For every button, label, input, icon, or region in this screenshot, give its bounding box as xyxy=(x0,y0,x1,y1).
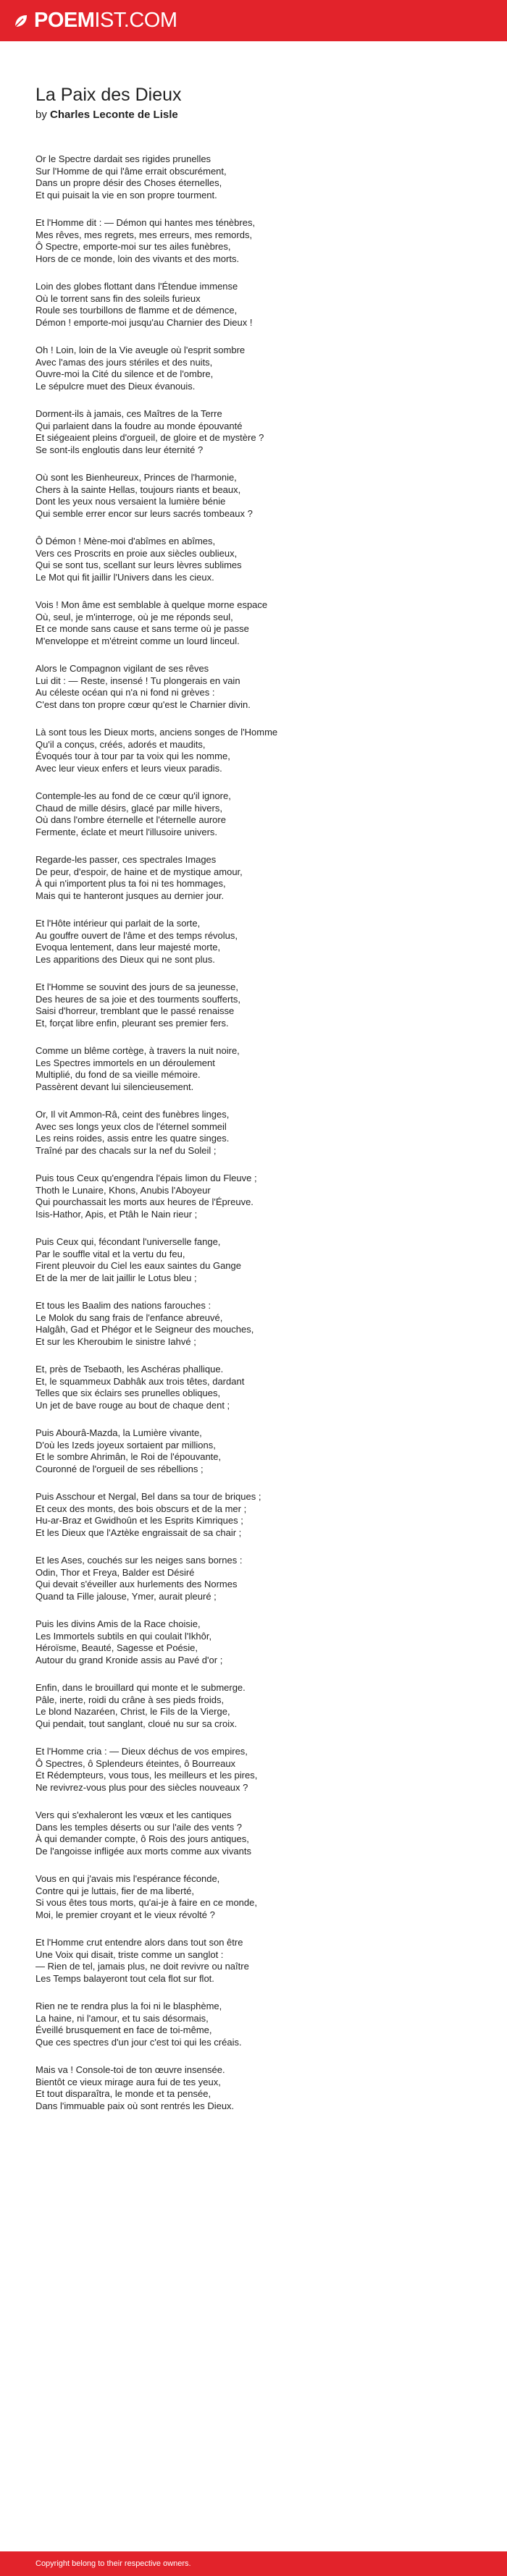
poem-line: Et l'Homme se souvint des jours de sa jeunesse, xyxy=(35,981,238,992)
poem-line: Mes rêves, mes regrets, mes erreurs, mes remords, xyxy=(35,229,253,240)
poem-line: Un jet de bave rouge au bout de chaque dent ; xyxy=(35,1399,230,1411)
poem-stanza xyxy=(35,2001,485,2048)
poem-line: Telles que six éclairs ses prunelles obliques, xyxy=(35,1388,221,1398)
poem-line: Couronné de l'orgueil de ses rébellions ; xyxy=(35,1463,204,1474)
poem-line: Où sont les Bienheureux, Princes de l'harmonie, xyxy=(35,472,237,483)
poem-line: Et tout disparaîtra, le monde et ta pensée, xyxy=(35,2088,211,2099)
poem-line: Autour du grand Kronide assis au Pavé d'or ; xyxy=(35,1654,223,1665)
poem-line: Et, forçat libre enfin, pleurant ses premier fers. xyxy=(35,1017,229,1029)
poem-stanza xyxy=(35,1236,485,1284)
poem-line: Au céleste océan qui n'a ni fond ni grèves : xyxy=(35,687,215,698)
poem-line: Et Rédempteurs, vous tous, les meilleurs et les pires, xyxy=(35,1770,258,1781)
poem-stanza xyxy=(35,1809,485,1857)
poem-line: Et, près de Tsebaoth, les Aschéras phallique. xyxy=(35,1364,224,1374)
poem-line: Mais va ! Console-toi de ton œuvre insensée. xyxy=(35,2064,225,2075)
poem-line: À qui demander compte, ô Rois des jours antiques, xyxy=(35,1833,249,1844)
poem-stanza xyxy=(35,1682,485,1730)
poem-line: Ô Spectre, emporte-moi sur tes ailes funèbres, xyxy=(35,241,231,252)
poem-line: Dans un propre désir des Choses éternelles, xyxy=(35,177,222,188)
poem-byline xyxy=(35,107,485,123)
poem-line: Et l'Homme dit : — Démon qui hantes mes ténèbres, xyxy=(35,217,256,228)
poem-line: M'enveloppe et m'étreint comme un lourd linceul. xyxy=(35,635,240,646)
poem-line: Qu'il a conçus, créés, adorés et maudits, xyxy=(35,738,206,750)
poem-stanza xyxy=(35,345,485,392)
poem-line: Vous en qui j'avais mis l'espérance féconde, xyxy=(35,1873,220,1884)
logo-leaf-icon[interactable] xyxy=(13,13,29,29)
poem-line: Les Immortels subtils en qui coulait l'Ikhôr, xyxy=(35,1630,212,1642)
poem-line: Et l'Homme crut entendre alors dans tout son être xyxy=(35,1937,243,1948)
poem-stanza xyxy=(35,981,485,1029)
poem-line: Et siégeaient pleins d'orgueil, de gloire et de mystère ? xyxy=(35,432,264,443)
poem-line: Et les Ases, couchés sur les neiges sans bornes : xyxy=(35,1555,243,1566)
poem-line: Comme un blême cortège, à travers la nuit noire, xyxy=(35,1045,240,1056)
poem-line: Le sépulcre muet des Dieux évanouis. xyxy=(35,380,196,392)
poem-line: Puis Abourâ-Mazda, la Lumière vivante, xyxy=(35,1427,202,1438)
poem-line: Et, le squammeux Dabhâk aux trois têtes, dardant xyxy=(35,1375,245,1387)
poem-line: Vois ! Mon âme est semblable à quelque morne espace xyxy=(35,599,268,610)
poem-line: Et l'Homme cria : — Dieux déchus de vos empires, xyxy=(35,1746,248,1757)
poem-line: Contre qui je luttais, fier de ma liberté, xyxy=(35,1885,194,1896)
poem-line: Or le Spectre dardait ses rigides prunelles xyxy=(35,153,211,164)
poem-line: Par le souffle vital et la vertu du feu, xyxy=(35,1248,185,1259)
byline-prefix: by xyxy=(35,109,47,121)
poem-line: Et ceux des monts, des bois obscurs et de la mer ; xyxy=(35,1503,247,1514)
poem-line: Au gouffre ouvert de l'âme et des temps révolus, xyxy=(35,929,238,941)
poem-stanza xyxy=(35,1937,485,1985)
poem-line: Evoqua lentement, dans leur majesté morte, xyxy=(35,942,221,953)
poem-line: Lui dit : — Reste, insensé ! Tu plongerais en vain xyxy=(35,675,240,686)
poem-line: Hors de ce monde, loin des vivants et des morts. xyxy=(35,253,240,264)
poem-line: Ô Spectres, ô Splendeurs éteintes, ô Bourreaux xyxy=(35,1757,236,1769)
copyright-text: Copyright belong to their respective owners. xyxy=(35,2559,191,2568)
poem-stanza xyxy=(35,854,485,902)
poem-line: Puis Asschour et Nergal, Bel dans sa tour de briques ; xyxy=(35,1491,261,1502)
poem-stanza xyxy=(35,727,485,774)
poem-line: Pâle, inerte, roidi du crâne à ses pieds froids, xyxy=(35,1694,225,1705)
poem-line: Là sont tous les Dieux morts, anciens songes de l'Homme xyxy=(35,727,278,738)
poem-line: Moi, le premier croyant et le vieux révolté ? xyxy=(35,1909,215,1920)
site-header xyxy=(0,0,507,41)
poem-line: Dans l'immuable paix où sont rentrés les Dieux. xyxy=(35,2100,235,2111)
poem-line: Qui semble errer encor sur leurs sacrés tombeaux ? xyxy=(35,507,253,519)
poem-line: Et le sombre Ahrimân, le Roi de l'épouvante, xyxy=(35,1451,222,1462)
poem-line: Sur l'Homme de qui l'âme errait obscurément, xyxy=(35,165,227,177)
poem-stanza xyxy=(35,1618,485,1666)
poem-line: Qui se sont tus, scellant sur leurs lèvres sublimes xyxy=(35,559,242,570)
poem-line: Oh ! Loin, loin de la Vie aveugle où l'esprit sombre xyxy=(35,345,246,355)
poem-stanza xyxy=(35,1045,485,1093)
poem-stanza xyxy=(35,281,485,329)
poem-line: Enfin, dans le brouillard qui monte et le submerge. xyxy=(35,1682,246,1693)
poem-line: De peur, d'espoir, de haine et de mystique amour, xyxy=(35,866,243,877)
poem-line: Quand ta Fille jalouse, Ymer, aurait pleuré ; xyxy=(35,1590,217,1602)
poem-stanza xyxy=(35,408,485,456)
poem-line: D'où les Izeds joyeux sortaient par millions, xyxy=(35,1439,216,1450)
poem-line: Or, Il vit Ammon-Râ, ceint des funèbres linges, xyxy=(35,1109,230,1120)
poem-line: Odin, Thor et Freya, Balder est Désiré xyxy=(35,1566,195,1578)
poem-stanza xyxy=(35,1746,485,1794)
poem-line: Rien ne te rendra plus la foi ni le blasphème, xyxy=(35,2001,222,2011)
poem-line: Mais qui te hanteront jusques au dernier jour. xyxy=(35,890,225,901)
poem-line: Qui devait s'éveiller aux hurlements des Normes xyxy=(35,1579,238,1589)
poem-line: Que ces spectres d'un jour c'est toi qui les créais. xyxy=(35,2036,242,2048)
poem-line: Vers qui s'exhaleront les vœux et les cantiques xyxy=(35,1809,232,1820)
poem-line: Fermente, éclate et meurt l'illusoire univers. xyxy=(35,826,218,837)
poem-stanza xyxy=(35,1364,485,1411)
poem-line: Vers ces Proscrits en proie aux siècles oublieux, xyxy=(35,547,238,559)
poem-line: Éveillé brusquement en face de toi-même, xyxy=(35,2024,212,2035)
site-footer xyxy=(0,2551,507,2576)
poem-line: Le Mot qui fit jaillir l'Univers dans les cieux. xyxy=(35,571,214,583)
poem-content xyxy=(35,84,485,2128)
poem-line: Multiplié, du fond de sa vieille mémoire. xyxy=(35,1069,201,1080)
poem-stanza xyxy=(35,1491,485,1539)
poem-line: Où, seul, je m'interroge, où je me réponds seul, xyxy=(35,611,233,622)
poem-line: Contemple-les au fond de ce cœur qu'il ignore, xyxy=(35,790,231,801)
poem-line: Et ce monde sans cause et sans terme où je passe xyxy=(35,623,249,634)
poem-stanza xyxy=(35,1300,485,1348)
poem-stanza xyxy=(35,536,485,583)
poem-title: La Paix des Dieux xyxy=(35,85,182,105)
logo-text-light: IST.COM xyxy=(94,9,177,32)
poem-line: De l'angoisse infligée aux morts comme aux vivants xyxy=(35,1845,252,1857)
poem-line: Chaud de mille désirs, glacé par mille hivers, xyxy=(35,802,222,814)
poem-line: Avec ses longs yeux clos de l'éternel sommeil xyxy=(35,1120,227,1132)
poem-stanza xyxy=(35,217,485,265)
site-logo-link[interactable] xyxy=(34,10,177,31)
poem-line: Où le torrent sans fin des soleils furieux xyxy=(35,292,201,304)
poem-stanza xyxy=(35,1873,485,1921)
poem-line: Les Spectres immortels en un déroulement xyxy=(35,1057,215,1068)
poem-line: Et sur les Kheroubim le sinistre Iahvé ; xyxy=(35,1335,196,1347)
poem-line: C'est dans ton propre cœur qu'est le Charnier divin. xyxy=(35,698,251,710)
poem-line: Le blond Nazaréen, Christ, le Fils de la Vierge, xyxy=(35,1706,230,1717)
poem-line: Qui pourchassait les morts aux heures de l'Épreuve. xyxy=(35,1196,254,1207)
poem-stanza xyxy=(35,1427,485,1475)
poem-line: Dorment-ils à jamais, ces Maîtres de la Terre xyxy=(35,408,222,419)
poem-line: Et tous les Baalim des nations farouches : xyxy=(35,1300,211,1311)
poem-line: Évoqués tour à tour par ta voix qui les nomme, xyxy=(35,751,230,761)
poem-line: Et de la mer de lait jaillir le Lotus bleu ; xyxy=(35,1272,197,1283)
poem-line: Les Temps balayeront tout cela flot sur flot. xyxy=(35,1972,214,1984)
author-link[interactable]: Charles Leconte de Lisle xyxy=(50,109,178,121)
poem-line: Les reins roides, assis entre les quatre singes. xyxy=(35,1133,230,1144)
poem-line: Traîné par des chacals sur la nef du Soleil ; xyxy=(35,1144,217,1156)
poem-line: Et qui puisait la vie en son propre tourment. xyxy=(35,189,217,200)
poem-line: Le Molok du sang frais de l'enfance abreuvé, xyxy=(35,1312,223,1323)
poem-line: La haine, ni l'amour, et tu sais désormais, xyxy=(35,2012,209,2024)
poem-line: Qui parlaient dans la foudre au monde épouvanté xyxy=(35,420,243,431)
poem-line: Ne revivrez-vous plus pour des siècles nouveaux ? xyxy=(35,1781,248,1793)
poem-stanza xyxy=(35,153,485,201)
poem-line: Roule ses tourbillons de flamme et de démence, xyxy=(35,305,238,316)
poem-line: Ô Démon ! Mène-moi d'abîmes en abîmes, xyxy=(35,536,216,546)
poem-stanza xyxy=(35,1173,485,1220)
poem-line: Et l'Hôte intérieur qui parlait de la sorte, xyxy=(35,918,201,929)
poem-line: Démon ! emporte-moi jusqu'au Charnier des Dieux ! xyxy=(35,316,253,328)
poem-line: À qui n'importent plus ta foi ni tes hommages, xyxy=(35,878,226,889)
poem-line: Se sont-ils engloutis dans leur éternité ? xyxy=(35,444,204,455)
poem-line: Chers à la sainte Hellas, toujours riants et beaux, xyxy=(35,483,241,495)
poem-line: Alors le Compagnon vigilant de ses rêves xyxy=(35,663,209,674)
poem-body xyxy=(35,153,485,2112)
poem-line: Avec leur vieux enfers et leurs vieux paradis. xyxy=(35,762,222,774)
poem-stanza xyxy=(35,918,485,966)
logo-text-bold: POEM xyxy=(34,9,95,32)
poem-line: Héroïsme, Beauté, Sagesse et Poésie, xyxy=(35,1642,198,1653)
poem-line: Ouvre-moi la Cité du silence et de l'ombre, xyxy=(35,368,214,379)
poem-line: Qui pendait, tout sanglant, cloué nu sur sa croix. xyxy=(35,1718,238,1729)
poem-line: Isis-Hathor, Apis, et Ptâh le Nain rieur ; xyxy=(35,1208,198,1220)
poem-stanza xyxy=(35,1109,485,1157)
poem-line: Dans les temples déserts ou sur l'aile des vents ? xyxy=(35,1821,243,1833)
poem-line: Regarde-les passer, ces spectrales Images xyxy=(35,854,217,865)
poem-line: Une Voix qui disait, triste comme un sanglot : xyxy=(35,1948,224,1960)
poem-line: — Rien de tel, jamais plus, ne doit revivre ou naître xyxy=(35,1961,249,1972)
poem-stanza xyxy=(35,599,485,647)
poem-line: Passèrent devant lui silencieusement. xyxy=(35,1081,194,1092)
poem-line: Puis Ceux qui, fécondant l'universelle fange, xyxy=(35,1236,221,1247)
poem-stanza xyxy=(35,2064,485,2112)
poem-stanza xyxy=(35,1555,485,1602)
poem-stanza xyxy=(35,790,485,838)
poem-line: Et les Dieux que l'Aztèke engraissait de sa chair ; xyxy=(35,1526,242,1538)
poem-line: Loin des globes flottant dans l'Étendue immense xyxy=(35,281,238,292)
poem-line: Puis tous Ceux qu'engendra l'épais limon du Fleuve ; xyxy=(35,1173,257,1183)
poem-line: Des heures de sa joie et des tourments soufferts, xyxy=(35,993,241,1005)
poem-line: Firent pleuvoir du Ciel les eaux saintes du Gange xyxy=(35,1260,241,1271)
poem-line: Où dans l'ombre éternelle et l'éternelle aurore xyxy=(35,814,226,825)
poem-line: Avec l'amas des jours stériles et des nuits, xyxy=(35,356,213,368)
poem-line: Thoth le Lunaire, Khons, Anubis l'Aboyeur xyxy=(35,1184,211,1196)
poem-line: Puis les divins Amis de la Race choisie, xyxy=(35,1618,201,1629)
poem-line: Hu-ar-Braz et Gwidhoûn et les Esprits Kimriques ; xyxy=(35,1515,243,1526)
poem-line: Dont les yeux nous versaient la lumière bénie xyxy=(35,496,226,507)
poem-line: Saisi d'horreur, tremblant que le passé renaisse xyxy=(35,1005,235,1016)
poem-stanza xyxy=(35,472,485,520)
poem-stanza xyxy=(35,663,485,711)
poem-line: Si vous êtes tous morts, qu'ai-je à faire en ce monde, xyxy=(35,1897,257,1908)
poem-line: Les apparitions des Dieux qui ne sont plus. xyxy=(35,953,215,965)
poem-line: Bientôt ce vieux mirage aura fui de tes yeux, xyxy=(35,2076,221,2087)
poem-line: Halgâh, Gad et Phégor et le Seigneur des mouches, xyxy=(35,1324,254,1335)
